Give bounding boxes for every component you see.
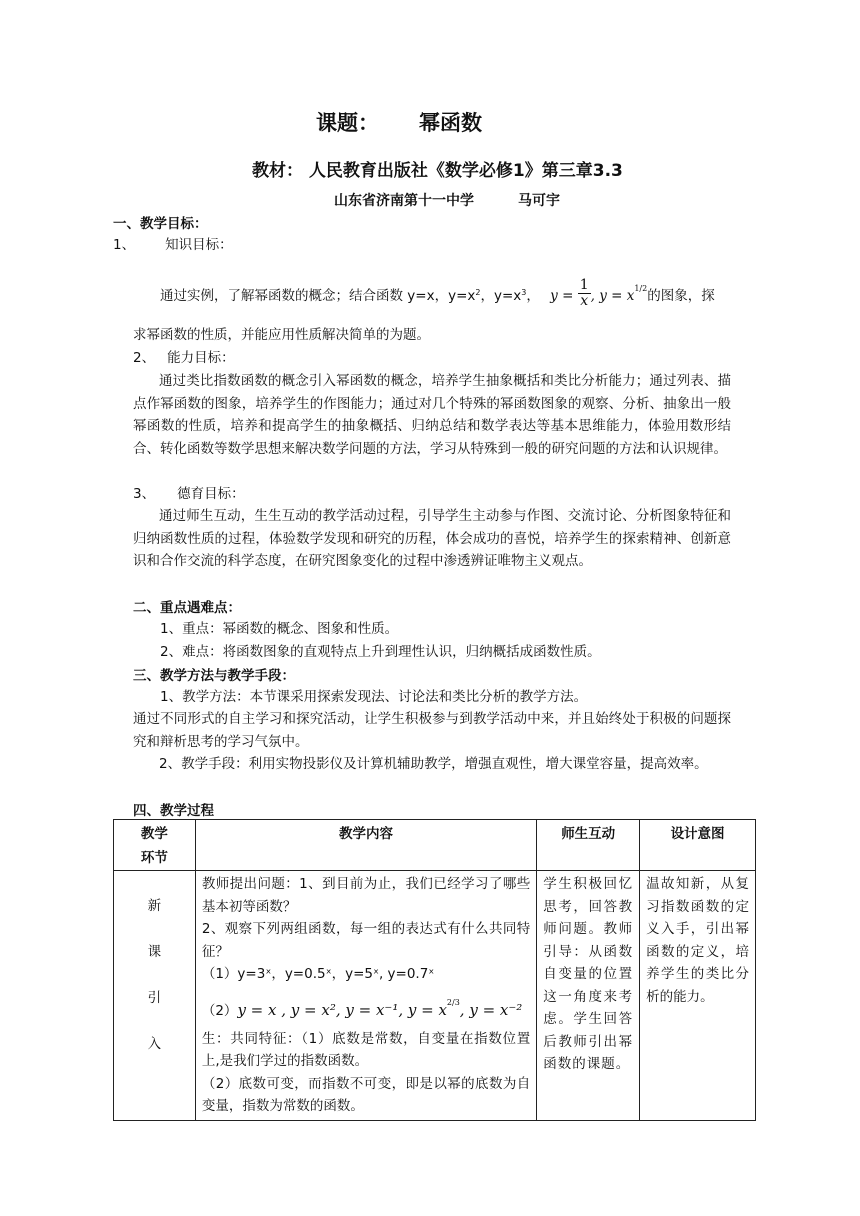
header-stage-line2: 环节 bbox=[140, 850, 168, 866]
author-school: 山东省济南第十一中学 bbox=[334, 193, 474, 209]
goal1-text-a: 通过实例，了解幂函数的概念；结合函数 y=x，y=x bbox=[160, 288, 476, 304]
goal3-heading bbox=[133, 483, 245, 506]
content-answer-2: （2）底数可变，而指数不可变，即是以幂的底数为自变量，指数为常数的函数。 bbox=[201, 1075, 531, 1114]
sup-3: 3 bbox=[521, 288, 527, 297]
process-table bbox=[113, 819, 756, 1121]
method-2: 2、教学手段：利用实物投影仪及计算机辅助教学，增强直观性，增大课堂容量，提高效率。 bbox=[159, 756, 708, 772]
math-y-x: , y = x bbox=[590, 288, 635, 304]
goal2-heading bbox=[133, 347, 235, 370]
goal1-heading bbox=[113, 234, 233, 257]
stage-char: 新 bbox=[147, 898, 162, 914]
content-group-2 bbox=[202, 986, 530, 1028]
goal2-num: 2、 bbox=[133, 350, 156, 366]
author-line bbox=[334, 190, 560, 210]
content-question-2: 2、观察下列两组函数，每一组的表达式有什么共同特征？ bbox=[201, 921, 531, 960]
header-intent: 设计意图 bbox=[640, 820, 756, 871]
goal2-title: 能力目标： bbox=[167, 350, 235, 366]
header-stage bbox=[114, 820, 196, 871]
content-group-1: （1）y=3ˣ，y=0.5ˣ，y=5ˣ, y=0.7ˣ bbox=[201, 966, 435, 982]
textbook-line: 教材： 人民教育出版社《数学必修1》第三章3.3 bbox=[252, 161, 623, 181]
goal1-text-e: 求幂函数的性质，并能应用性质解决简单的为题。 bbox=[133, 327, 430, 343]
key-point-1: 1、重点：幂函数的概念、图象和性质。 bbox=[160, 621, 399, 637]
goal1-text bbox=[160, 276, 715, 309]
goal1-text-b: ，y=x bbox=[480, 288, 522, 304]
content-cell bbox=[195, 871, 536, 1121]
stage-cell bbox=[114, 871, 196, 1121]
goal1-text-d: 的图象，探 bbox=[647, 288, 715, 304]
intent-cell: 温故知新，从复习指数函数的定义入手，引出幂函数的定义，培养学生的类比分析的能力。 bbox=[640, 871, 756, 1121]
method-heading: 三、教学方法与教学手段： bbox=[133, 668, 295, 684]
table-row bbox=[114, 871, 756, 1121]
title-label: 课题： bbox=[316, 111, 379, 135]
key-heading: 二、重点遇难点： bbox=[133, 600, 241, 616]
fraction-one-over-x bbox=[578, 278, 591, 309]
goal2-text: 通过类比指数函数的概念引入幂函数的概念，培养学生抽象概括和类比分析能力；通过列表、描点作幂函数的图象，培养学生的作图能力；通过对几个特殊的幂函数图象的观察、分析、抽象出一般幂函数的性质，培养和提高学生的抽象概括、归纳总结和数学表达等基本思维能力，体验用数形结合、转化函数等数学思想来解决数学问题的方法，学习从特殊到一般的研究问题的方法和认识规律。 bbox=[133, 373, 731, 457]
exp-two-thirds: 2/3 bbox=[446, 997, 460, 1007]
process-heading: 四、教学过程 bbox=[133, 803, 214, 819]
content-answer-1: 生：共同特征：（1）底数是常数，自变量在指数位置上,是我们学过的指数函数。 bbox=[201, 1030, 531, 1069]
group-2-label: （2） bbox=[201, 1002, 238, 1019]
goal3-title: 德育目标： bbox=[177, 486, 245, 502]
goal3-num: 3、 bbox=[133, 486, 156, 502]
sup-2: 2 bbox=[475, 288, 481, 297]
content-question-1: 教师提出问题：1、到目前为止，我们已经学习了哪些基本初等函数？ bbox=[201, 876, 531, 915]
sup-half: 1/2 bbox=[634, 284, 648, 293]
stage-char: 课 bbox=[147, 944, 162, 960]
header-interaction: 师生互动 bbox=[537, 820, 640, 871]
header-content: 教学内容 bbox=[195, 820, 536, 871]
frac-numerator: 1 bbox=[579, 276, 589, 293]
page-title bbox=[316, 107, 482, 137]
goal1-text-c: ， bbox=[526, 288, 540, 304]
stage-char: 入 bbox=[147, 1036, 162, 1052]
frac-denominator: x bbox=[580, 292, 589, 309]
author-name: 马可宇 bbox=[518, 193, 560, 209]
method-1: 1、教学方法：本节课采用探索发现法、讨论法和类比分析的教学方法。 bbox=[160, 689, 588, 705]
group-2-math: y = x , y = x², y = x⁻¹, y = x bbox=[237, 1000, 447, 1019]
group-2-math-tail: , y = x⁻² bbox=[459, 1000, 523, 1019]
table-header-row bbox=[114, 820, 756, 871]
interaction-cell: 学生积极回忆思考，回答教师问题。教师引导：从函数自变量的位置这一角度来考虑。学生回答后教师引出幂函数的课题。 bbox=[537, 871, 640, 1121]
goal3-text: 通过师生互动，生生互动的教学活动过程，引导学生主动参与作图、交流讨论、分析图象特征和归纳函数性质的过程，体验数学发现和研究的历程，体会成功的喜悦，培养学生的探索精神、创新意识和合作交流的科学态度，在研究图象变化的过程中渗透辨证唯物主义观点。 bbox=[133, 508, 731, 569]
math-y-eq: y = bbox=[550, 288, 574, 304]
goals-heading: 一、教学目标： bbox=[113, 216, 208, 232]
title-topic: 幂函数 bbox=[419, 111, 482, 135]
stage-char: 引 bbox=[147, 990, 162, 1006]
goal1-title: 知识目标： bbox=[165, 237, 233, 253]
key-point-2: 2、难点：将函数图象的直观特点上升到理性认识，归纳概括成函数性质。 bbox=[160, 644, 601, 660]
header-stage-line1: 教学 bbox=[140, 826, 168, 842]
goal1-num: 1、 bbox=[113, 237, 136, 253]
method-1-cont: 通过不同形式的自主学习和探究活动，让学生积极参与到教学活动中来，并且始终处于积极的问题探究和辩析思考的学习气氛中。 bbox=[133, 711, 731, 750]
